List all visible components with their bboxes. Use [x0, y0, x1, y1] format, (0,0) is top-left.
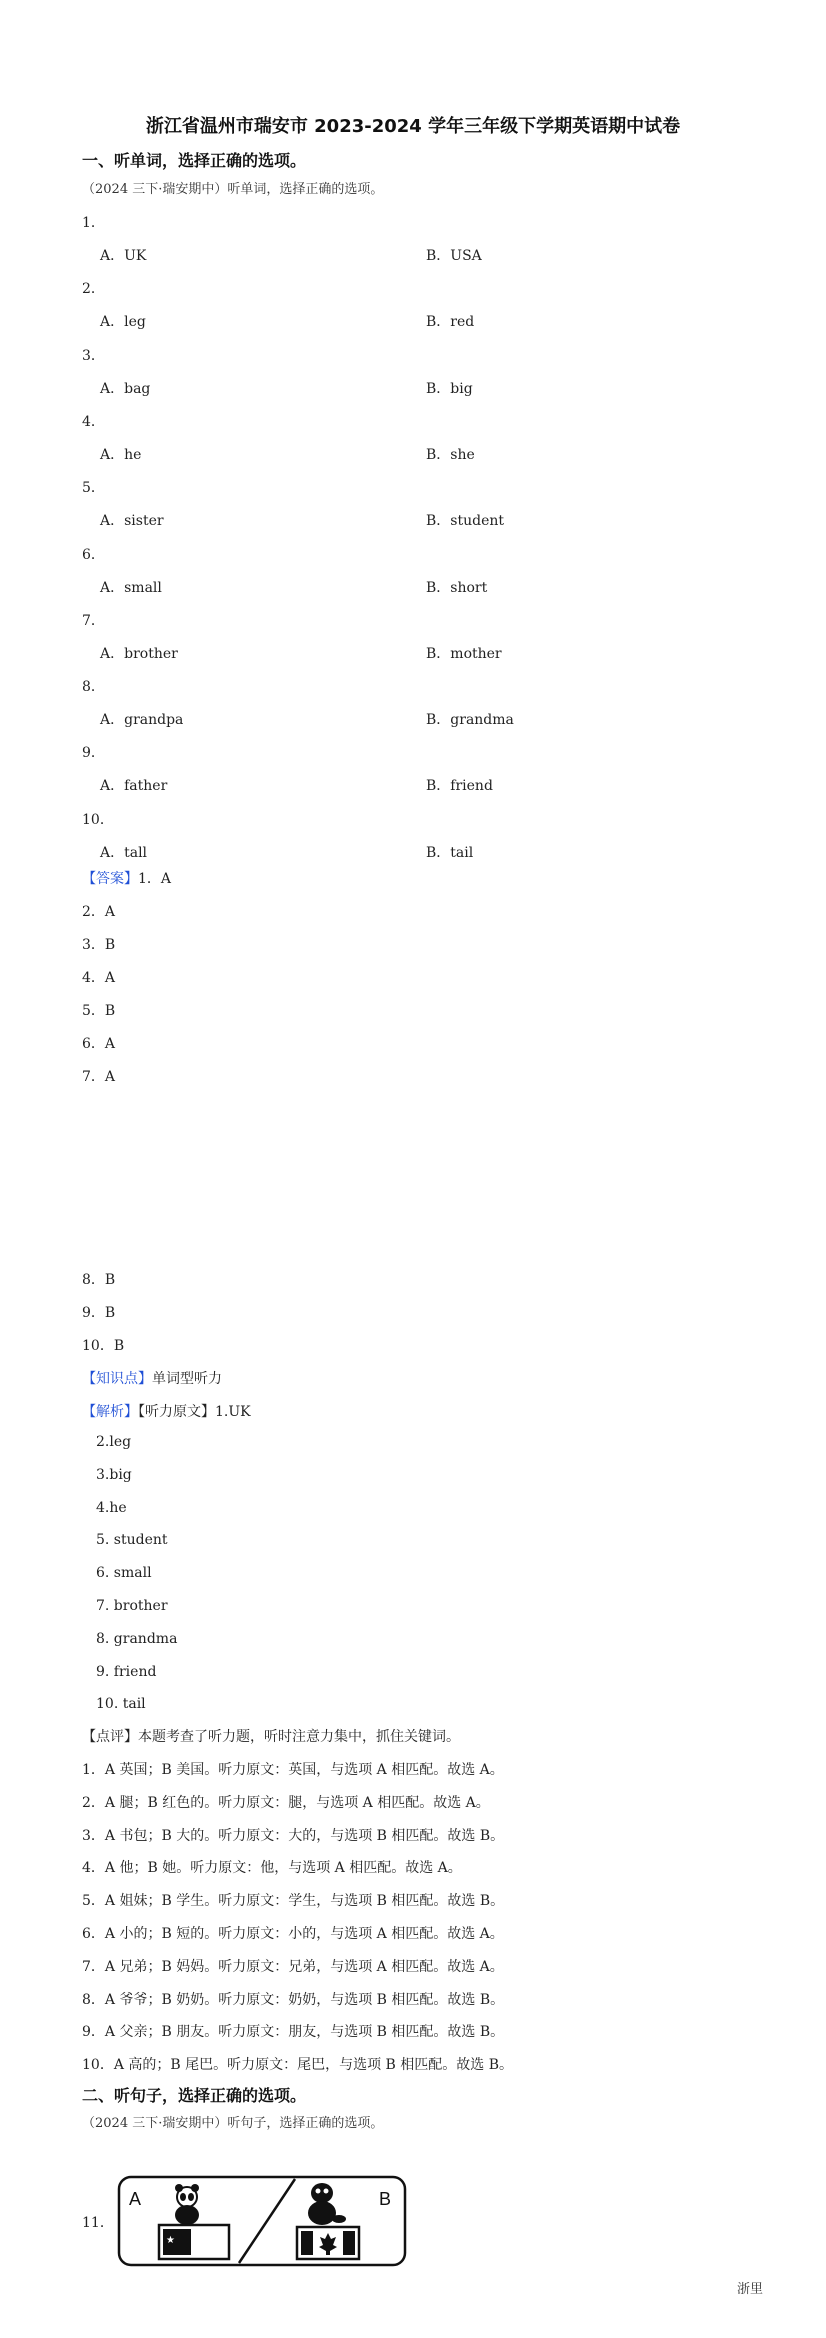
transcript-item: 9. friend: [96, 1664, 157, 1680]
explanation-item: 9．A 父亲；B 朋友。听力原文：朋友，与选项 B 相匹配。故选 B。: [82, 2024, 505, 2040]
comment-line: 【点评】本题考查了听力题，听时注意力集中，抓住关键词。: [82, 1729, 460, 1745]
panda-icon: [175, 2184, 199, 2225]
transcript-item: 4.he: [96, 1500, 127, 1516]
question-number: 2．: [82, 281, 105, 297]
option-a: A．grandpa: [100, 712, 184, 728]
option-b: B．grandma: [426, 712, 514, 728]
section-1-intro: （2024 三下·瑞安期中）听单词，选择正确的选项。: [82, 182, 384, 197]
option-b: B．tail: [426, 845, 474, 861]
option-b: B．red: [426, 314, 475, 330]
explanation-item: 1．A 英国；B 美国。听力原文：英国，与选项 A 相匹配。故选 A。: [82, 1762, 504, 1778]
transcript-item: 2.leg: [96, 1434, 132, 1450]
knowledge-line: [82, 1368, 222, 1388]
question-number: 4．: [82, 414, 105, 430]
option-a: A．small: [100, 580, 162, 596]
option-a: A．father: [100, 778, 168, 794]
option-b: B．mother: [426, 646, 502, 662]
option-a: A．UK: [100, 248, 147, 264]
svg-text:★: ★: [166, 2235, 175, 2246]
pic-label-a: A: [129, 2189, 142, 2209]
answer-item: 5．B: [82, 1003, 116, 1019]
knowledge-tag: 【知识点】: [82, 1371, 152, 1387]
option-a: A．tall: [100, 845, 148, 861]
answer-item: 9．B: [82, 1305, 116, 1321]
question-number: 9．: [82, 745, 105, 761]
explanation-item: 4．A 他；B 她。听力原文：他，与选项 A 相匹配。故选 A。: [82, 1860, 462, 1876]
question-11-number: 11．: [82, 2215, 114, 2231]
answer-item: 6．A: [82, 1036, 116, 1052]
answer-item: 1．A: [138, 871, 172, 887]
question-number: 3．: [82, 348, 105, 364]
flags-picture: [117, 2175, 407, 2267]
china-flag-icon: [159, 2225, 229, 2259]
option-a: A．brother: [100, 646, 178, 662]
question-number: 1．: [82, 215, 105, 231]
explanation-item: 10．A 高的；B 尾巴。听力原文：尾巴，与选项 B 相匹配。故选 B。: [82, 2057, 514, 2073]
option-b: B．student: [426, 513, 505, 529]
option-b: B．short: [426, 580, 488, 596]
question-number: 7．: [82, 613, 105, 629]
answer-item: 10．B: [82, 1338, 125, 1354]
section-1-heading: 一、听单词，选择正确的选项。: [82, 151, 307, 170]
answer-item: 3．B: [82, 937, 116, 953]
transcript-item: 5. student: [96, 1532, 168, 1548]
knowledge-text: 单词型听力: [152, 1371, 222, 1387]
option-a: A．leg: [100, 314, 146, 330]
explanation-item: 2．A 腿；B 红色的。听力原文：腿，与选项 A 相匹配。故选 A。: [82, 1795, 490, 1811]
footer-text: 浙里: [737, 2282, 764, 2297]
option-a: A．sister: [100, 513, 164, 529]
divider-slash: [239, 2179, 295, 2263]
answer-item: 8．B: [82, 1272, 116, 1288]
canada-flag-icon: [297, 2227, 359, 2259]
option-a: A．bag: [100, 381, 151, 397]
analysis-tag: 【解析】: [82, 1404, 138, 1420]
analysis-line: [82, 1401, 251, 1421]
transcript-item: 8. grandma: [96, 1631, 178, 1647]
question-number: 6．: [82, 547, 105, 563]
option-a: A．he: [100, 447, 142, 463]
explanation-item: 6．A 小的；B 短的。听力原文：小的，与选项 A 相匹配。故选 A。: [82, 1926, 504, 1942]
transcript-item: 10. tail: [96, 1696, 146, 1712]
transcript-item: 3.big: [96, 1467, 132, 1483]
option-b: B．big: [426, 381, 473, 397]
transcript-item: 6. small: [96, 1565, 152, 1581]
section-2-heading: 二、听句子，选择正确的选项。: [82, 2086, 307, 2105]
answer-item: 2．A: [82, 904, 116, 920]
section-2-intro: （2024 三下·瑞安期中）听句子，选择正确的选项。: [82, 2116, 384, 2131]
answer-tag: 【答案】: [82, 871, 138, 887]
page-title: 浙江省温州市瑞安市 2023-2024 学年三年级下学期英语期中试卷: [145, 116, 681, 137]
answer-item: 7．A: [82, 1069, 116, 1085]
explanation-item: 5．A 姐妹；B 学生。听力原文：学生，与选项 B 相匹配。故选 B。: [82, 1893, 505, 1909]
explanation-item: 3．A 书包；B 大的。听力原文：大的，与选项 B 相匹配。故选 B。: [82, 1828, 505, 1844]
answer-item: 4．A: [82, 970, 116, 986]
answer-first-line: [82, 868, 171, 888]
explanation-item: 8．A 爷爷；B 奶奶。听力原文：奶奶，与选项 B 相匹配。故选 B。: [82, 1992, 505, 2008]
question-number: 5．: [82, 480, 105, 496]
transcript-item: 7. brother: [96, 1598, 168, 1614]
question-number: 10．: [82, 812, 114, 828]
explanation-item: 7．A 兄弟；B 妈妈。听力原文：兄弟，与选项 A 相匹配。故选 A。: [82, 1959, 504, 1975]
pic-label-b: B: [379, 2189, 392, 2209]
option-b: B．USA: [426, 248, 482, 264]
option-b: B．friend: [426, 778, 493, 794]
beaver-icon: [308, 2183, 346, 2225]
option-b: B．she: [426, 447, 475, 463]
analysis-first: 【听力原文】1.UK: [138, 1404, 251, 1420]
question-number: 8．: [82, 679, 105, 695]
